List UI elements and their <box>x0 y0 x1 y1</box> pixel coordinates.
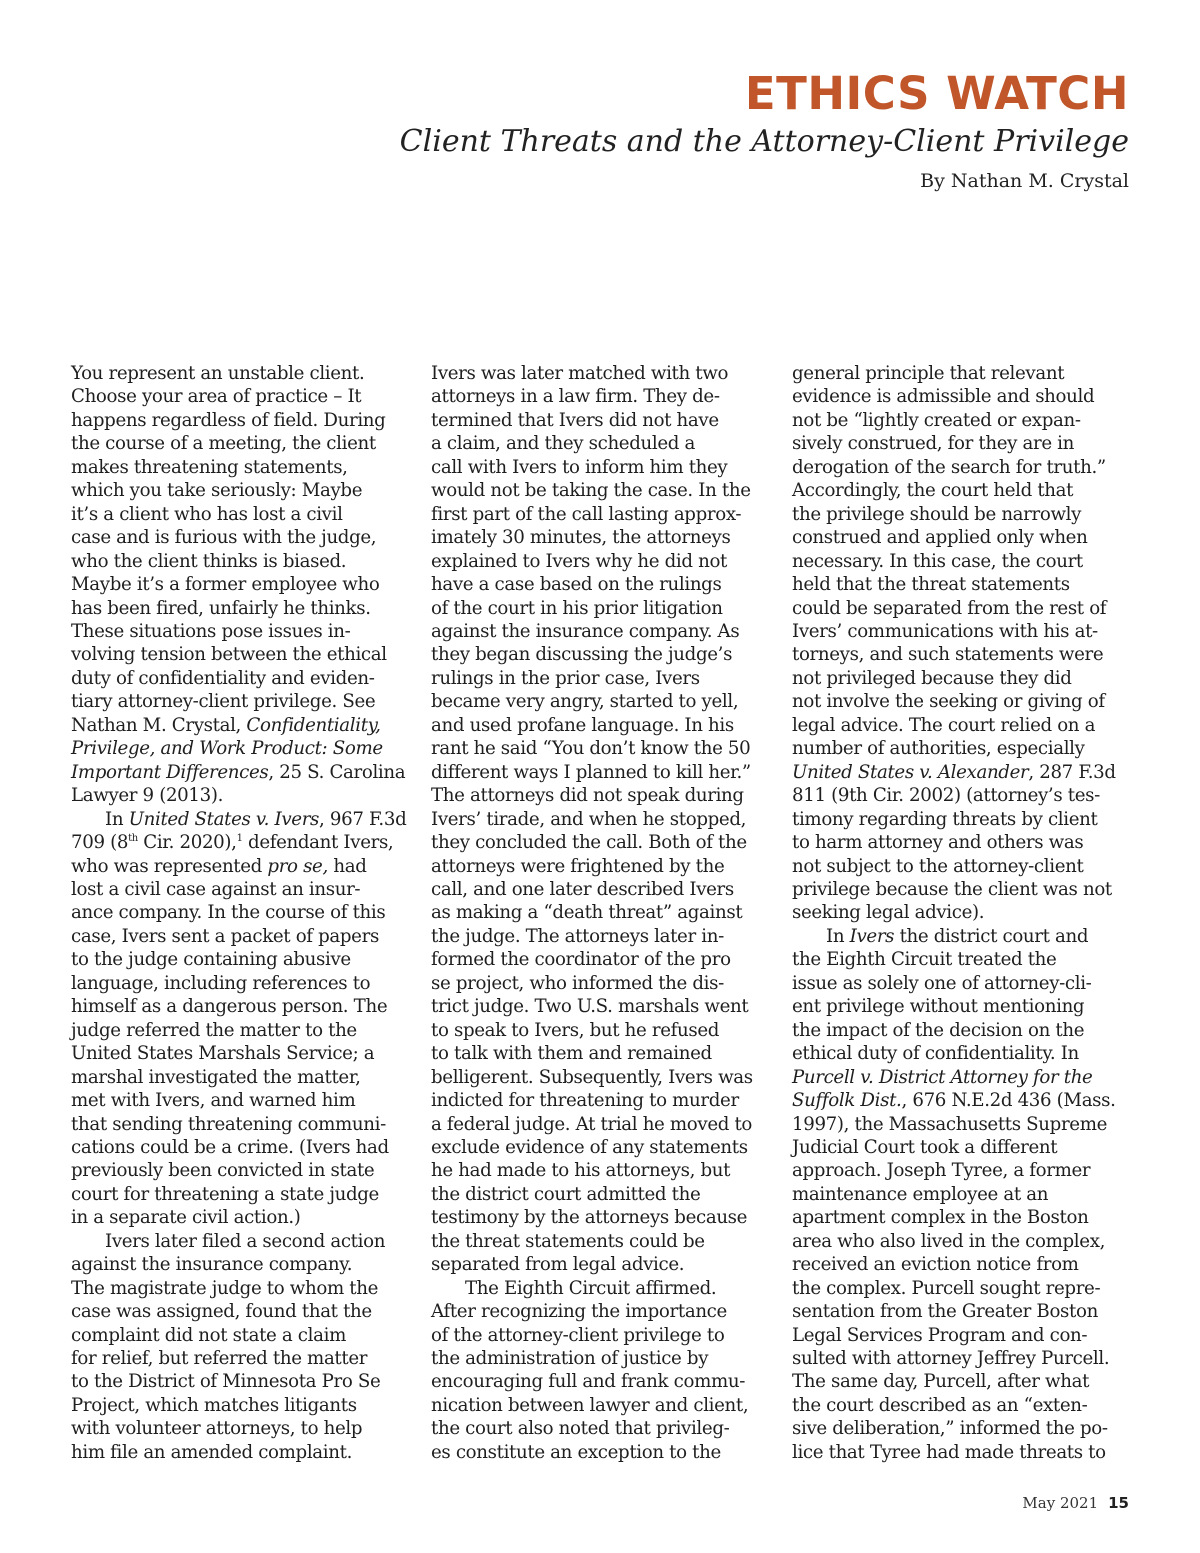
text-line: a claim, and they scheduled a <box>431 433 695 455</box>
page-number: 15 <box>1108 1494 1129 1512</box>
page-footer <box>1022 1494 1129 1512</box>
article-byline: By Nathan M. Crystal <box>920 170 1129 192</box>
text-line: the administration of justice by <box>431 1348 709 1370</box>
text-line: against the insurance company. As <box>431 620 740 642</box>
text-line: timony regarding threats by client <box>792 808 1098 830</box>
case-name: United States v. Ivers <box>128 808 320 830</box>
text-fragment: Cir. 2020), <box>137 832 237 854</box>
text-fragment: In <box>105 808 129 830</box>
text-line <box>792 761 1132 784</box>
text-line: to the District of Minnesota Pro Se <box>71 1371 381 1393</box>
text-line: sentation from the Greater Boston <box>792 1301 1098 1323</box>
text-line: evidence is admissible and should <box>792 386 1095 408</box>
text-fragment: the district court and <box>894 925 1089 947</box>
text-line: complaint did not state a claim <box>71 1324 346 1346</box>
text-line: separated from legal advice. <box>431 1254 685 1276</box>
text-line: as making a “death threat” against <box>431 902 743 924</box>
text-line: nication between lawyer and client, <box>431 1394 749 1416</box>
text-line: termined that Ivers did not have <box>431 409 719 431</box>
text-fragment: Nathan M. Crystal, <box>71 714 247 736</box>
text-fragment: had <box>327 855 367 877</box>
footnote-marker[interactable]: 1 <box>236 833 243 844</box>
text-column-3 <box>792 362 1132 1464</box>
text-line: attorneys were frightened by the <box>431 855 725 877</box>
text-line: Ivers’ tirade, and when he stopped, <box>431 808 747 830</box>
text-line: attorneys in a law firm. They de- <box>431 386 720 408</box>
text-line: The attorneys did not speak during <box>431 785 744 807</box>
text-line: Ivers later filed a second action <box>105 1230 386 1252</box>
text-line: You represent an unstable client. <box>71 363 365 384</box>
text-line: that sending threatening communi- <box>71 1113 386 1135</box>
text-line: Ivers’ communications with his at- <box>792 620 1098 642</box>
text-line <box>71 855 411 878</box>
section-title: ETHICS WATCH <box>744 67 1129 120</box>
text-line: ent privilege without mentioning <box>792 996 1085 1018</box>
text-line: to talk with them and remained <box>431 1043 712 1065</box>
text-line: explained to Ivers why he did not <box>431 550 728 572</box>
text-line: apartment complex in the Boston <box>792 1207 1089 1229</box>
text-line: judge referred the matter to the <box>71 1019 357 1041</box>
text-line: Accordingly, the court held that <box>792 480 1074 502</box>
text-line <box>792 1089 1132 1112</box>
text-line: privilege because the client was not <box>792 878 1112 900</box>
text-line: se project, who informed the dis- <box>431 972 724 994</box>
case-name: Suffolk Dist. <box>792 1090 902 1112</box>
text-column-1 <box>71 362 411 1464</box>
text-line: lost a civil case against an insur- <box>71 878 361 900</box>
text-line: exclude evidence of any statements <box>431 1136 748 1158</box>
text-line: it’s a client who has lost a civil <box>71 503 343 525</box>
text-line: not privileged because they did <box>792 667 1072 689</box>
text-line: The Eighth Circuit affirmed. <box>465 1277 717 1299</box>
text-line: received an eviction notice from <box>792 1254 1079 1276</box>
text-line: the judge. The attorneys later in- <box>431 925 724 947</box>
text-line: indicted for threatening to murder <box>431 1090 739 1112</box>
text-line: first part of the call lasting approx- <box>431 503 742 525</box>
text-line: himself as a dangerous person. The <box>71 996 388 1018</box>
text-line: a federal judge. At trial he moved to <box>431 1113 753 1135</box>
text-line: duty of confidentiality and eviden- <box>71 667 375 689</box>
text-line: Project, which matches litigants <box>71 1394 357 1416</box>
text-line: Legal Services Program and con- <box>792 1324 1088 1346</box>
text-line: legal advice. The court relied on a <box>792 714 1096 736</box>
text-line: previously been convicted in state <box>71 1160 375 1182</box>
text-line: not subject to the attorney-client <box>792 855 1084 877</box>
text-line: and used profane language. In his <box>431 714 734 736</box>
text-line: derogation of the search for truth.” <box>792 456 1106 478</box>
text-line: approach. Joseph Tyree, a former <box>792 1160 1091 1182</box>
text-line: the court also noted that privileg- <box>431 1418 730 1440</box>
text-line: the course of a meeting, the client <box>71 433 376 455</box>
text-line: maintenance employee at an <box>792 1183 1049 1205</box>
text-fragment: , 967 F.3d <box>319 808 407 830</box>
text-line: the Eighth Circuit treated the <box>792 949 1057 971</box>
text-column-2 <box>431 362 771 1464</box>
text-line: 1997), the Massachusetts Supreme <box>792 1113 1108 1135</box>
text-line: rant he said “You don’t know the 50 <box>431 738 751 760</box>
text-line: the court described as an “exten- <box>792 1394 1088 1416</box>
text-line: testimony by the attorneys because <box>431 1207 748 1229</box>
text-line: ethical duty of confidentiality. In <box>792 1043 1079 1065</box>
text-line: lice that Tyree had made threats to <box>792 1441 1106 1463</box>
text-line: number of authorities, especially <box>792 738 1085 760</box>
text-line: sulted with attorney Jeffrey Purcell. <box>792 1348 1110 1370</box>
text-line: language, including references to <box>71 972 371 994</box>
citation-title: Privilege, and Work Product: Some <box>71 738 383 760</box>
text-line: After recognizing the importance <box>431 1301 727 1323</box>
text-line: not involve the seeking or giving of <box>792 691 1105 713</box>
text-line: to the judge containing abusive <box>71 949 351 971</box>
text-line: volving tension between the ethical <box>71 644 387 666</box>
text-line: not be “lightly created or expan- <box>792 409 1081 431</box>
text-line: United States Marshals Service; a <box>71 1043 375 1065</box>
text-line: could be separated from the rest of <box>792 597 1107 619</box>
text-line: call with Ivers to inform him they <box>431 456 728 478</box>
text-fragment: 709 (8 <box>71 832 129 854</box>
text-line: to harm attorney and others was <box>792 832 1084 854</box>
text-line: he had made to his attorneys, but <box>431 1160 731 1182</box>
text-line: es constitute an exception to the <box>431 1441 721 1463</box>
text-line: Choose your area of practice – It <box>71 386 362 408</box>
text-line: happens regardless of field. During <box>71 409 386 431</box>
text-line <box>71 808 411 831</box>
text-line: they concluded the call. Both of the <box>431 832 747 854</box>
text-line: have a case based on the rulings <box>431 574 722 596</box>
text-line <box>71 714 411 737</box>
text-line: the impact of the decision on the <box>792 1019 1085 1041</box>
text-line: cations could be a crime. (Ivers had <box>71 1136 389 1158</box>
text-line: ance company. In the course of this <box>71 902 386 924</box>
italic-term: pro se, <box>267 855 328 877</box>
text-line: The same day, Purcell, after what <box>792 1371 1090 1393</box>
text-line: construed and applied only when <box>792 527 1088 549</box>
text-fragment: In <box>826 925 850 947</box>
text-line: the privilege should be narrowly <box>792 503 1082 525</box>
text-line: case was assigned, found that the <box>71 1301 372 1323</box>
text-line: the district court admitted the <box>431 1183 701 1205</box>
text-line <box>71 761 411 784</box>
text-line: encouraging full and frank commu- <box>431 1371 746 1393</box>
text-line: Ivers was later matched with two <box>431 363 729 384</box>
text-line: different ways I planned to kill her.” <box>431 761 751 783</box>
case-name: Ivers <box>849 925 895 947</box>
text-line: the complex. Purcell sought repre- <box>792 1277 1101 1299</box>
text-line: imately 30 minutes, the attorneys <box>431 527 731 549</box>
text-line: to speak to Ivers, but he refused <box>431 1019 720 1041</box>
text-line: for relief, but referred the matter <box>71 1348 368 1370</box>
text-line: court for threatening a state judge <box>71 1183 379 1205</box>
text-fragment: , 25 S. Carolina <box>268 761 406 783</box>
text-line: met with Ivers, and warned him <box>71 1090 356 1112</box>
text-line: Judicial Court took a different <box>792 1136 1058 1158</box>
text-line: necessary. In this case, the court <box>792 550 1083 572</box>
text-line: of the court in his prior litigation <box>431 597 723 619</box>
text-line: tiary attorney-client privilege. See <box>71 691 376 713</box>
text-line: Maybe it’s a former employee who <box>71 574 380 596</box>
text-line: against the insurance company. <box>71 1254 353 1276</box>
text-line: Lawyer 9 (2013). <box>71 785 224 807</box>
text-line: they began discussing the judge’s <box>431 644 733 666</box>
text-line <box>792 925 1132 948</box>
text-line: sively construed, for they are in <box>792 433 1074 455</box>
text-fragment: who was represented <box>71 855 268 877</box>
text-line: area who also lived in the complex, <box>792 1230 1106 1252</box>
text-line: case and is furious with the judge, <box>71 527 377 549</box>
text-line: trict judge. Two U.S. marshals went <box>431 996 749 1018</box>
text-line: him file an amended complaint. <box>71 1441 353 1463</box>
issue-date: May 2021 <box>1022 1494 1099 1512</box>
text-line: formed the coordinator of the pro <box>431 949 731 971</box>
article-header <box>400 66 1129 196</box>
text-line: sive deliberation,” informed the po- <box>792 1418 1108 1440</box>
citation-title: Important Differences <box>71 761 269 783</box>
superscript: th <box>128 833 138 844</box>
text-line: with volunteer attorneys, to help <box>71 1418 363 1440</box>
text-line: The magistrate judge to whom the <box>71 1277 379 1299</box>
text-line: became very angry, started to yell, <box>431 691 739 713</box>
text-line: call, and one later described Ivers <box>431 878 734 900</box>
text-line: torneys, and such statements were <box>792 644 1104 666</box>
text-line: seeking legal advice). <box>792 902 985 924</box>
case-name: United States v. Alexander <box>792 761 1029 783</box>
text-line: of the attorney-client privilege to <box>431 1324 725 1346</box>
text-line <box>71 831 411 854</box>
text-line: who the client thinks is biased. <box>71 550 347 572</box>
text-line: general principle that relevant <box>792 363 1065 384</box>
text-line: belligerent. Subsequently, Ivers was <box>431 1066 753 1088</box>
text-line: the threat statements could be <box>431 1230 705 1252</box>
text-line: held that the threat statements <box>792 574 1070 596</box>
text-fragment: defendant Ivers, <box>242 832 394 854</box>
text-line: marshal investigated the matter, <box>71 1066 361 1088</box>
citation-title: Confidentiality, <box>246 714 381 736</box>
text-line: makes threatening statements, <box>71 456 348 478</box>
case-name: Purcell v. District Attorney for the <box>792 1066 1093 1088</box>
text-line: which you take seriously: Maybe <box>71 480 363 502</box>
text-line: rulings in the prior case, Ivers <box>431 667 700 689</box>
text-fragment: , 676 N.E.2d 436 (Mass. <box>901 1090 1116 1112</box>
text-line: issue as solely one of attorney-cli- <box>792 972 1092 994</box>
text-line: These situations pose issues in- <box>71 620 351 642</box>
article-title: Client Threats and the Attorney-Client Privilege <box>399 124 1129 159</box>
text-line: case, Ivers sent a packet of papers <box>71 925 379 947</box>
text-fragment: , 287 F.3d <box>1028 761 1116 783</box>
text-line: in a separate civil action.) <box>71 1207 301 1229</box>
text-line: has been fired, unfairly he thinks. <box>71 597 371 619</box>
text-line: 811 (9th Cir. 2002) (attorney’s tes- <box>792 785 1100 807</box>
text-line: would not be taking the case. In the <box>431 480 751 502</box>
